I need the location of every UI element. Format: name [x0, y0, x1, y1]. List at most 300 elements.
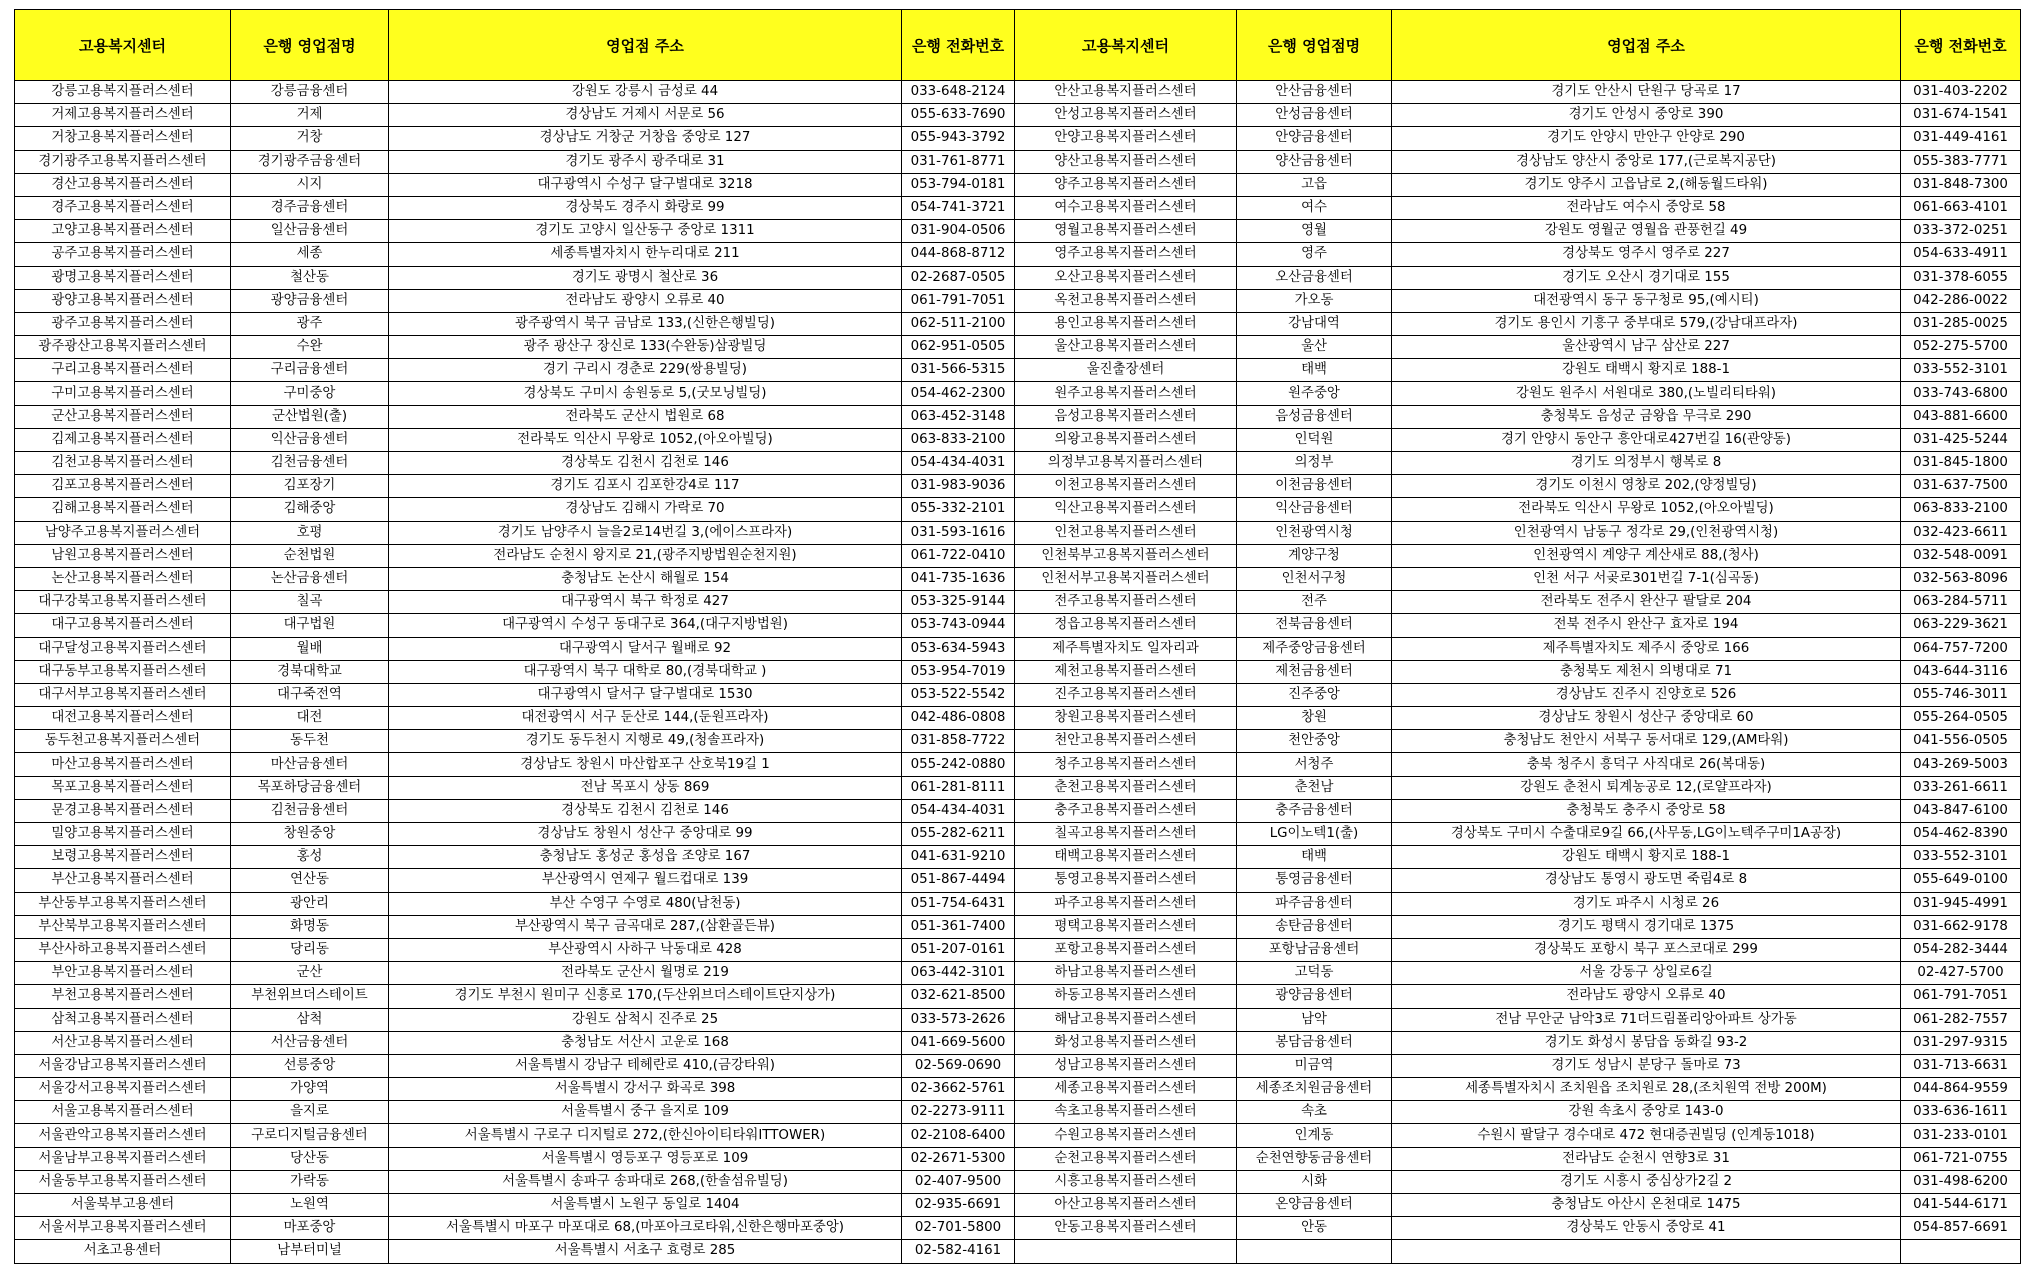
branch-name-cell: 안동	[1237, 1217, 1392, 1240]
center-name-cell: 서울관악고용복지플러스센터	[15, 1124, 231, 1147]
phone-cell: 054-434-4031	[902, 799, 1015, 822]
branch-name-cell: 송탄금융센터	[1237, 915, 1392, 938]
center-name-cell: 서울강남고용복지플러스센터	[15, 1054, 231, 1077]
center-name-cell: 경기광주고용복지플러스센터	[15, 150, 231, 173]
address-cell	[1392, 1240, 1901, 1263]
center-name-cell: 화성고용복지플러스센터	[1015, 1031, 1237, 1054]
branch-name-cell: 충주금융센터	[1237, 799, 1392, 822]
phone-cell: 055-746-3011	[1901, 683, 2021, 706]
header-cell-phone: 은행 전화번호	[902, 10, 1015, 81]
branch-name-cell: 원주중앙	[1237, 382, 1392, 405]
address-cell: 전라남도 여수시 중앙로 58	[1392, 196, 1901, 219]
branch-name-cell: 대구죽전역	[231, 683, 389, 706]
phone-cell: 02-2671-5300	[902, 1147, 1015, 1170]
branch-name-cell: 익산금융센터	[231, 428, 389, 451]
address-cell: 부산광역시 사하구 낙동대로 428	[389, 938, 902, 961]
center-name-cell: 부산동부고용복지플러스센터	[15, 892, 231, 915]
branch-name-cell: 화명동	[231, 915, 389, 938]
branch-name-cell: 봉담금융센터	[1237, 1031, 1392, 1054]
branch-name-cell: 서산금융센터	[231, 1031, 389, 1054]
header-cell-address: 영업점 주소	[1392, 10, 1901, 81]
center-name-cell: 창원고용복지플러스센터	[1015, 707, 1237, 730]
branch-name-cell: 음성금융센터	[1237, 405, 1392, 428]
phone-cell: 031-566-5315	[902, 359, 1015, 382]
table-row	[15, 1217, 2021, 1240]
branch-name-cell: 선릉중앙	[231, 1054, 389, 1077]
header-cell-center: 고용복지센터	[1015, 10, 1237, 81]
branch-name-cell: 연산동	[231, 869, 389, 892]
table-row	[15, 892, 2021, 915]
branch-name-cell: 일산금융센터	[231, 220, 389, 243]
branch-name-cell	[1237, 1240, 1392, 1263]
phone-cell: 062-951-0505	[902, 336, 1015, 359]
branch-name-cell: 인계동	[1237, 1124, 1392, 1147]
branch-name-cell: 김해중앙	[231, 498, 389, 521]
phone-cell: 061-791-7051	[902, 289, 1015, 312]
branch-name-cell: 의정부	[1237, 452, 1392, 475]
branch-name-cell: 시화	[1237, 1170, 1392, 1193]
center-name-cell: 옥천고용복지플러스센터	[1015, 289, 1237, 312]
address-cell: 대전광역시 동구 동구청로 95,(예시티)	[1392, 289, 1901, 312]
address-cell: 경상남도 창원시 성산구 중앙대로 60	[1392, 707, 1901, 730]
address-cell: 경상남도 김해시 가락로 70	[389, 498, 902, 521]
branch-name-cell: 구리금융센터	[231, 359, 389, 382]
center-name-cell: 대구달성고용복지플러스센터	[15, 637, 231, 660]
center-name-cell: 안양고용복지플러스센터	[1015, 127, 1237, 150]
address-cell: 대구광역시 북구 대학로 80,(경북대학교 )	[389, 660, 902, 683]
phone-cell: 02-701-5800	[902, 1217, 1015, 1240]
branch-name-cell: 서청주	[1237, 753, 1392, 776]
table-header	[15, 10, 2021, 81]
center-name-cell: 여수고용복지플러스센터	[1015, 196, 1237, 219]
branch-name-cell: 안양금융센터	[1237, 127, 1392, 150]
phone-cell: 031-285-0025	[1901, 312, 2021, 335]
address-cell: 경기도 안산시 단원구 당곡로 17	[1392, 81, 1901, 104]
phone-cell: 031-761-8771	[902, 150, 1015, 173]
address-cell: 경상남도 거제시 서문로 56	[389, 104, 902, 127]
address-cell: 충청남도 아산시 온천대로 1475	[1392, 1194, 1901, 1217]
phone-cell: 061-722-0410	[902, 544, 1015, 567]
center-name-cell: 태백고용복지플러스센터	[1015, 846, 1237, 869]
center-name-cell: 오산고용복지플러스센터	[1015, 266, 1237, 289]
table-row	[15, 1124, 2021, 1147]
address-cell: 대구광역시 달서구 월배로 92	[389, 637, 902, 660]
phone-cell: 02-2687-0505	[902, 266, 1015, 289]
branch-name-cell: 인천광역시청	[1237, 521, 1392, 544]
address-cell: 충청남도 홍성군 홍성읍 조양로 167	[389, 846, 902, 869]
branch-name-cell: 태백	[1237, 846, 1392, 869]
center-name-cell: 정읍고용복지플러스센터	[1015, 614, 1237, 637]
center-name-cell: 김제고용복지플러스센터	[15, 428, 231, 451]
phone-cell: 032-548-0091	[1901, 544, 2021, 567]
phone-cell: 031-983-9036	[902, 475, 1015, 498]
table-row	[15, 962, 2021, 985]
phone-cell: 053-954-7019	[902, 660, 1015, 683]
center-name-cell: 광명고용복지플러스센터	[15, 266, 231, 289]
phone-cell: 053-743-0944	[902, 614, 1015, 637]
phone-cell: 031-904-0506	[902, 220, 1015, 243]
phone-cell: 054-633-4911	[1901, 243, 2021, 266]
header-cell-branch: 은행 영업점명	[231, 10, 389, 81]
branch-name-cell: 제천금융센터	[1237, 660, 1392, 683]
address-cell: 강원도 강릉시 금성로 44	[389, 81, 902, 104]
phone-cell: 061-663-4101	[1901, 196, 2021, 219]
address-cell: 강원도 태백시 황지로 188-1	[1392, 846, 1901, 869]
branch-name-cell: 미금역	[1237, 1054, 1392, 1077]
phone-cell: 02-569-0690	[902, 1054, 1015, 1077]
address-cell: 서울특별시 강서구 화곡로 398	[389, 1078, 902, 1101]
center-name-cell: 김포고용복지플러스센터	[15, 475, 231, 498]
phone-cell: 031-297-9315	[1901, 1031, 2021, 1054]
header-cell-center: 고용복지센터	[15, 10, 231, 81]
address-cell: 경기도 성남시 분당구 돌마로 73	[1392, 1054, 1901, 1077]
phone-cell: 051-207-0161	[902, 938, 1015, 961]
center-name-cell: 고양고용복지플러스센터	[15, 220, 231, 243]
address-cell: 경기도 남양주시 늘을2로14번길 3,(에이스프라자)	[389, 521, 902, 544]
phone-cell: 031-945-4991	[1901, 892, 2021, 915]
address-cell: 서울특별시 송파구 송파대로 268,(한솔섬유빌딩)	[389, 1170, 902, 1193]
branch-name-cell: 여수	[1237, 196, 1392, 219]
address-cell: 강원 속초시 중앙로 143-0	[1392, 1101, 1901, 1124]
phone-cell: 033-636-1611	[1901, 1101, 2021, 1124]
phone-cell: 033-648-2124	[902, 81, 1015, 104]
branch-name-cell: 을지로	[231, 1101, 389, 1124]
table-row	[15, 637, 2021, 660]
center-name-cell: 서울서부고용복지플러스센터	[15, 1217, 231, 1240]
phone-cell: 063-833-2100	[902, 428, 1015, 451]
phone-cell: 063-442-3101	[902, 962, 1015, 985]
table-row	[15, 196, 2021, 219]
address-cell: 경상남도 거창군 거창읍 중앙로 127	[389, 127, 902, 150]
address-cell: 인천광역시 계양구 계산새로 88,(청사)	[1392, 544, 1901, 567]
branch-name-cell: 김천금융센터	[231, 452, 389, 475]
phone-cell: 031-449-4161	[1901, 127, 2021, 150]
table-row	[15, 938, 2021, 961]
branch-name-cell: 영주	[1237, 243, 1392, 266]
phone-cell: 055-943-3792	[902, 127, 1015, 150]
center-name-cell: 동두천고용복지플러스센터	[15, 730, 231, 753]
center-name-cell: 거창고용복지플러스센터	[15, 127, 231, 150]
address-cell: 전라북도 군산시 월명로 219	[389, 962, 902, 985]
branch-name-cell: 가오동	[1237, 289, 1392, 312]
center-name-cell	[1015, 1240, 1237, 1263]
address-cell: 인천 서구 서곶로301번길 7-1(심곡동)	[1392, 567, 1901, 590]
branch-name-cell: 홍성	[231, 846, 389, 869]
branch-name-cell: 월배	[231, 637, 389, 660]
address-cell: 경기도 안성시 중앙로 390	[1392, 104, 1901, 127]
address-cell: 수원시 팔달구 경수대로 472 현대증권빌딩 (인계동1018)	[1392, 1124, 1901, 1147]
phone-cell: 063-452-3148	[902, 405, 1015, 428]
table-row	[15, 382, 2021, 405]
address-cell: 광주광역시 북구 금남로 133,(신한은행빌딩)	[389, 312, 902, 335]
center-name-cell: 광주광산고용복지플러스센터	[15, 336, 231, 359]
table-row	[15, 799, 2021, 822]
center-name-cell: 김해고용복지플러스센터	[15, 498, 231, 521]
center-name-cell: 거제고용복지플러스센터	[15, 104, 231, 127]
phone-cell: 02-935-6691	[902, 1194, 1015, 1217]
address-cell: 제주특별자치도 제주시 중앙로 166	[1392, 637, 1901, 660]
address-cell: 전라남도 순천시 왕지로 21,(광주지방법원순천지원)	[389, 544, 902, 567]
address-cell: 울산광역시 남구 삼산로 227	[1392, 336, 1901, 359]
address-cell: 경기도 광주시 광주대로 31	[389, 150, 902, 173]
table-row	[15, 521, 2021, 544]
address-cell: 경상북도 구미시 수출대로9길 66,(사무동,LG이노텍주구미1A공장)	[1392, 823, 1901, 846]
center-name-cell: 성남고용복지플러스센터	[1015, 1054, 1237, 1077]
center-name-cell: 용인고용복지플러스센터	[1015, 312, 1237, 335]
table-row	[15, 150, 2021, 173]
center-name-cell: 논산고용복지플러스센터	[15, 567, 231, 590]
center-name-cell: 진주고용복지플러스센터	[1015, 683, 1237, 706]
address-cell: 충청남도 서산시 고운로 168	[389, 1031, 902, 1054]
address-cell: 경상남도 창원시 성산구 중앙대로 99	[389, 823, 902, 846]
branch-name-cell: 가락동	[231, 1170, 389, 1193]
branch-name-cell: LG이노텍1(출)	[1237, 823, 1392, 846]
address-cell: 강원도 태백시 황지로 188-1	[1392, 359, 1901, 382]
phone-cell: 055-242-0880	[902, 753, 1015, 776]
table-row	[15, 289, 2021, 312]
branch-name-cell: 이천금융센터	[1237, 475, 1392, 498]
table-row	[15, 660, 2021, 683]
table-row	[15, 730, 2021, 753]
table-row	[15, 1031, 2021, 1054]
branch-name-cell: 삼척	[231, 1008, 389, 1031]
branch-name-cell: 칠곡	[231, 591, 389, 614]
phone-cell: 054-434-4031	[902, 452, 1015, 475]
branch-name-cell: 김포장기	[231, 475, 389, 498]
center-name-cell: 서울강서고용복지플러스센터	[15, 1078, 231, 1101]
table-row	[15, 1194, 2021, 1217]
center-name-cell: 안동고용복지플러스센터	[1015, 1217, 1237, 1240]
phone-cell: 033-743-6800	[1901, 382, 2021, 405]
address-cell: 인천광역시 남동구 정각로 29,(인천광역시청)	[1392, 521, 1901, 544]
table-row	[15, 823, 2021, 846]
branch-name-cell: 광주	[231, 312, 389, 335]
branch-name-cell: 계양구청	[1237, 544, 1392, 567]
center-name-cell: 양주고용복지플러스센터	[1015, 173, 1237, 196]
phone-cell: 054-462-8390	[1901, 823, 2021, 846]
center-name-cell: 대전고용복지플러스센터	[15, 707, 231, 730]
table-row	[15, 312, 2021, 335]
center-name-cell: 구리고용복지플러스센터	[15, 359, 231, 382]
table-row	[15, 475, 2021, 498]
address-cell: 경상북도 포항시 북구 포스코대로 299	[1392, 938, 1901, 961]
address-cell: 전라북도 군산시 법원로 68	[389, 405, 902, 428]
center-name-cell: 남원고용복지플러스센터	[15, 544, 231, 567]
table-row	[15, 428, 2021, 451]
address-cell: 경상북도 구미시 송원동로 5,(굿모닝빌딩)	[389, 382, 902, 405]
branch-name-cell: 고덕동	[1237, 962, 1392, 985]
phone-cell: 031-233-0101	[1901, 1124, 2021, 1147]
center-name-cell: 청주고용복지플러스센터	[1015, 753, 1237, 776]
table-row	[15, 359, 2021, 382]
phone-cell: 032-621-8500	[902, 985, 1015, 1008]
center-name-cell: 음성고용복지플러스센터	[1015, 405, 1237, 428]
address-cell: 전라남도 광양시 오류로 40	[1392, 985, 1901, 1008]
table-row	[15, 220, 2021, 243]
branch-name-cell: 구미중앙	[231, 382, 389, 405]
phone-cell: 033-552-3101	[1901, 846, 2021, 869]
phone-cell: 044-868-8712	[902, 243, 1015, 266]
address-cell: 경상북도 경주시 화랑로 99	[389, 196, 902, 219]
branch-name-cell: 천안중앙	[1237, 730, 1392, 753]
center-name-cell: 부산사하고용복지플러스센터	[15, 938, 231, 961]
table-row	[15, 81, 2021, 104]
phone-cell: 031-425-5244	[1901, 428, 2021, 451]
center-name-cell: 부천고용복지플러스센터	[15, 985, 231, 1008]
address-cell: 경기도 용인시 기흥구 중부대로 579,(강남대프라자)	[1392, 312, 1901, 335]
phone-cell: 042-486-0808	[902, 707, 1015, 730]
table-row	[15, 544, 2021, 567]
address-cell: 전남 목포시 상동 869	[389, 776, 902, 799]
phone-cell: 043-881-6600	[1901, 405, 2021, 428]
branch-name-cell: 영월	[1237, 220, 1392, 243]
phone-cell: 051-867-4494	[902, 869, 1015, 892]
branch-name-cell: 인덕원	[1237, 428, 1392, 451]
address-cell: 충청북도 음성군 금왕읍 무극로 290	[1392, 405, 1901, 428]
phone-cell: 061-281-8111	[902, 776, 1015, 799]
table-row	[15, 405, 2021, 428]
address-cell: 전남 무안군 남악3로 71더드림폴리앙아파트 상가동	[1392, 1008, 1901, 1031]
center-name-cell: 순천고용복지플러스센터	[1015, 1147, 1237, 1170]
branch-name-cell: 부천위브더스테이트	[231, 985, 389, 1008]
branch-name-cell: 제주중앙금융센터	[1237, 637, 1392, 660]
phone-cell: 053-522-5542	[902, 683, 1015, 706]
phone-cell: 054-282-3444	[1901, 938, 2021, 961]
address-cell: 강원도 삼척시 진주로 25	[389, 1008, 902, 1031]
branch-name-cell: 동두천	[231, 730, 389, 753]
center-name-cell: 서울동부고용복지플러스센터	[15, 1170, 231, 1193]
center-name-cell: 포항고용복지플러스센터	[1015, 938, 1237, 961]
phone-cell: 02-427-5700	[1901, 962, 2021, 985]
address-cell: 부산 수영구 수영로 480(남천동)	[389, 892, 902, 915]
branch-name-cell: 인천서구청	[1237, 567, 1392, 590]
address-cell: 충청남도 천안시 서북구 동서대로 129,(AM타워)	[1392, 730, 1901, 753]
table-row	[15, 776, 2021, 799]
table-row	[15, 869, 2021, 892]
branch-name-cell: 마포중앙	[231, 1217, 389, 1240]
phone-cell	[1901, 1240, 2021, 1263]
table-row	[15, 266, 2021, 289]
phone-cell: 031-637-7500	[1901, 475, 2021, 498]
address-cell: 대전광역시 서구 둔산로 144,(둔원프라자)	[389, 707, 902, 730]
address-cell: 전라남도 광양시 오류로 40	[389, 289, 902, 312]
address-cell: 충북 청주시 흥덕구 사직대로 26(복대동)	[1392, 753, 1901, 776]
center-name-cell: 파주고용복지플러스센터	[1015, 892, 1237, 915]
phone-cell: 041-735-1636	[902, 567, 1015, 590]
branch-name-cell: 경기광주금융센터	[231, 150, 389, 173]
header-cell-address: 영업점 주소	[389, 10, 902, 81]
address-cell: 서울특별시 영등포구 영등포로 109	[389, 1147, 902, 1170]
branch-name-cell: 당리동	[231, 938, 389, 961]
table-row	[15, 915, 2021, 938]
phone-cell: 031-403-2202	[1901, 81, 2021, 104]
address-cell: 서울특별시 구로구 디지털로 272,(한신아이티타워ITTOWER)	[389, 1124, 902, 1147]
branch-name-cell: 김천금융센터	[231, 799, 389, 822]
branch-name-cell: 노원역	[231, 1194, 389, 1217]
branch-name-cell: 고읍	[1237, 173, 1392, 196]
address-cell: 경기 구리시 경춘로 229(쌍용빌딩)	[389, 359, 902, 382]
center-name-cell: 영주고용복지플러스센터	[1015, 243, 1237, 266]
phone-cell: 063-284-5711	[1901, 591, 2021, 614]
phone-cell: 02-407-9500	[902, 1170, 1015, 1193]
branch-name-cell: 거창	[231, 127, 389, 150]
table-row	[15, 591, 2021, 614]
center-name-cell: 부산고용복지플러스센터	[15, 869, 231, 892]
table-body	[15, 81, 2021, 1264]
address-cell: 경상북도 김천시 김천로 146	[389, 452, 902, 475]
branch-name-cell: 거제	[231, 104, 389, 127]
branch-name-cell: 마산금융센터	[231, 753, 389, 776]
center-name-cell: 삼척고용복지플러스센터	[15, 1008, 231, 1031]
phone-cell: 031-713-6631	[1901, 1054, 2021, 1077]
branch-name-cell: 대전	[231, 707, 389, 730]
address-cell: 경기도 파주시 시청로 26	[1392, 892, 1901, 915]
branch-name-cell: 광양금융센터	[231, 289, 389, 312]
address-cell: 경기도 김포시 김포한강4로 117	[389, 475, 902, 498]
address-cell: 경기도 시흥시 중심상가2길 2	[1392, 1170, 1901, 1193]
center-name-cell: 제천고용복지플러스센터	[1015, 660, 1237, 683]
center-name-cell: 경산고용복지플러스센터	[15, 173, 231, 196]
center-name-cell: 인천서부고용복지플러스센터	[1015, 567, 1237, 590]
phone-cell: 044-864-9559	[1901, 1078, 2021, 1101]
address-cell: 세종특별자치시 한누리대로 211	[389, 243, 902, 266]
center-name-cell: 서울북부고용센터	[15, 1194, 231, 1217]
center-name-cell: 부산북부고용복지플러스센터	[15, 915, 231, 938]
table-row	[15, 1170, 2021, 1193]
center-name-cell: 칠곡고용복지플러스센터	[1015, 823, 1237, 846]
address-cell: 경기 안양시 동안구 흥안대로427번길 16(관양동)	[1392, 428, 1901, 451]
address-cell: 대구광역시 달서구 달구벌대로 1530	[389, 683, 902, 706]
branch-name-cell: 대구법원	[231, 614, 389, 637]
center-name-cell: 전주고용복지플러스센터	[1015, 591, 1237, 614]
center-name-cell: 의왕고용복지플러스센터	[1015, 428, 1237, 451]
center-name-cell: 보령고용복지플러스센터	[15, 846, 231, 869]
phone-cell: 041-544-6171	[1901, 1194, 2021, 1217]
center-name-cell: 대구고용복지플러스센터	[15, 614, 231, 637]
table-row	[15, 104, 2021, 127]
address-cell: 경상남도 통영시 광도면 죽림4로 8	[1392, 869, 1901, 892]
phone-cell: 032-563-8096	[1901, 567, 2021, 590]
center-name-cell: 아산고용복지플러스센터	[1015, 1194, 1237, 1217]
branch-name-cell: 시지	[231, 173, 389, 196]
phone-cell: 055-264-0505	[1901, 707, 2021, 730]
branch-name-cell: 태백	[1237, 359, 1392, 382]
address-cell: 경상남도 창원시 마산합포구 산호북19길 1	[389, 753, 902, 776]
branch-name-cell: 구로디지털금융센터	[231, 1124, 389, 1147]
branch-name-cell: 통영금융센터	[1237, 869, 1392, 892]
branch-name-cell: 남악	[1237, 1008, 1392, 1031]
address-cell: 경상남도 진주시 진양호로 526	[1392, 683, 1901, 706]
center-name-cell: 대구동부고용복지플러스센터	[15, 660, 231, 683]
bank-branch-table	[14, 9, 2021, 1264]
phone-cell: 02-3662-5761	[902, 1078, 1015, 1101]
center-name-cell: 남양주고용복지플러스센터	[15, 521, 231, 544]
branch-name-cell: 순천연향동금융센터	[1237, 1147, 1392, 1170]
address-cell: 경기도 의정부시 행복로 8	[1392, 452, 1901, 475]
table-row	[15, 336, 2021, 359]
phone-cell: 031-845-1800	[1901, 452, 2021, 475]
address-cell: 경상북도 영주시 영주로 227	[1392, 243, 1901, 266]
center-name-cell: 서울고용복지플러스센터	[15, 1101, 231, 1124]
center-name-cell: 영월고용복지플러스센터	[1015, 220, 1237, 243]
center-name-cell: 구미고용복지플러스센터	[15, 382, 231, 405]
branch-name-cell: 포항남금융센터	[1237, 938, 1392, 961]
address-cell: 경기도 안양시 만안구 안양로 290	[1392, 127, 1901, 150]
table-row	[15, 243, 2021, 266]
phone-cell: 031-662-9178	[1901, 915, 2021, 938]
center-name-cell: 시흥고용복지플러스센터	[1015, 1170, 1237, 1193]
center-name-cell: 대구서부고용복지플러스센터	[15, 683, 231, 706]
